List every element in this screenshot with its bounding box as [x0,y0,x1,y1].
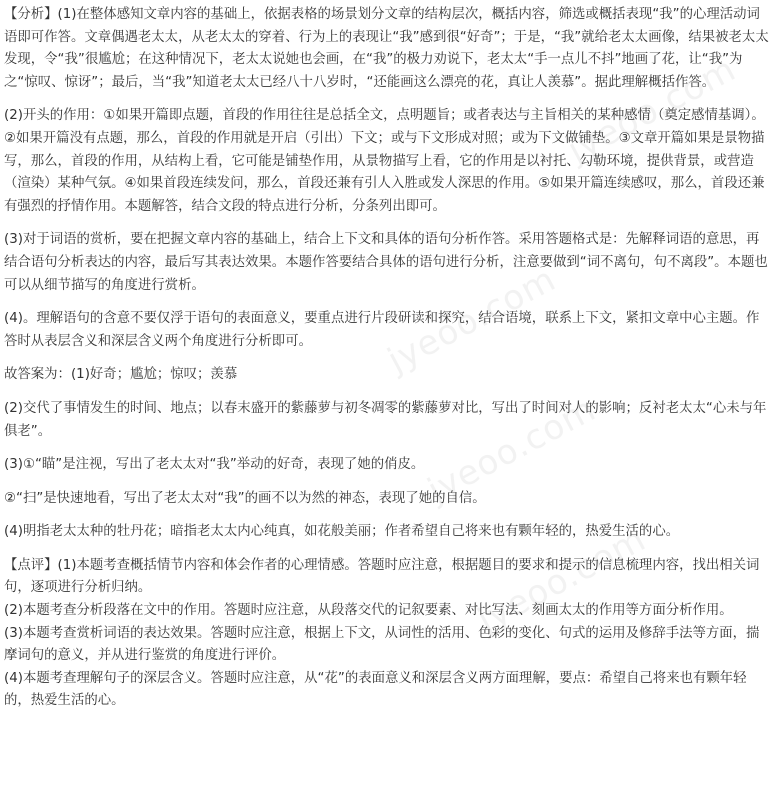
analysis-paragraph-1: 【分析】(1)在整体感知文章内容的基础上，依据表格的场景划分文章的结构层次，概括内容，筛选或概括表现“我”的心理活动词语即可作答。文章偶遇老太太，从老太太的穿着、行为上的表现让“我”感到很“好奇”；于是，“我”就给老太太画像，结果被老太太发现，令“我”很尴尬；在这种情况下，老太太说她也会画，在“我”的极力劝说下，老太太“手一点儿不抖”地画了花，让“我”为之“惊叹、惊讶”；最后，当“我”知道老太太已经八十八岁时，“还能画这么漂亮的花，真让人羡慕”。据此理解概括作答。 [4,7,769,90]
analysis-paragraph-3: (3)对于词语的赏析，要在把握文章内容的基础上，结合上下文和具体的语句分析作答。采用答题格式是：先解释词语的意思，再结合语句分析表达的内容，最后写其表达效果。本题作答要结合具体的语句进行分析，注意要做到“词不离句，句不离段”。本题也可以从细节描写的角度进行赏析。 [4,232,768,293]
watermark: jyeoo.com [561,49,743,171]
watermark: jyeoo.com [381,259,563,381]
comments-section [4,555,772,713]
answers-section [4,364,772,544]
answer-4: (4)明指老太太种的牡丹花；暗指老太太内心纯真，如花般美丽；作者希望自己将来也有颗年轻的，热爱生活的心。 [4,524,680,540]
analysis-section [4,4,772,353]
answer-2: (2)交代了事情发生的时间、地点；以春末盛开的紫藤萝与初冬凋零的紫藤萝对比，写出了时间对人的影响；反衬老太太“心未与年俱老”。 [4,400,767,439]
comment-3: (3)本题考查赏析词语的表达效果。答题时应注意，根据上下文，从词性的活用、色彩的变化、句式的运用及修辞手法等方面，揣摩词句的意义，并从进行鉴赏的角度进行评价。 [4,625,760,664]
answer-1: 故答案为：(1)好奇；尴尬；惊叹；羡慕 [4,367,238,383]
answer-3b: ②“扫”是快速地看，写出了老太太对“我”的画不以为然的神态，表现了她的自信。 [4,490,486,506]
comment-1: 【点评】(1)本题考查概括情节内容和体会作者的心理情感。答题时应注意，根据题目的要求和提示的信息梳理内容，找出相关词句，逐项进行分析归纳。 [4,557,760,596]
watermark: jyeoo.com [421,389,603,511]
watermark: jyeoo.com [471,519,653,641]
answer-3a: (3)①“瞄”是注视，写出了老太太对“我”举动的好奇，表现了她的俏皮。 [4,457,425,473]
analysis-paragraph-2: (2)开头的作用：①如果开篇即点题，首段的作用往往是总括全文，点明题旨；或者表达与主旨相关的某种感情（奠定感情基调）。②如果开篇没有点题，那么，首段的作用就是开启（引出）下文；或与下文形成对照；或为下文做铺垫。③文章开篇如果是景物描写，那么，首段的作用，从结构上看，它可能是铺垫作用，从景物描写上看，它的作用是以衬托、勾勒环境，提供背景，或营造（渲染）某种气氛。④如果首段连续发问，那么，首段还兼有引人入胜或发人深思的作用。⑤如果开篇连续感叹，那么，首段还兼有强烈的抒情作用。本题解答，结合文段的特点进行分析，分条列出即可。 [4,108,765,214]
analysis-paragraph-4: (4)。理解语句的含意不要仅浮于语句的表面意义，要重点进行片段研读和探究，结合语境，联系上下文，紧扣文章中心主题。作答时从表层含义和深层含义两个角度进行分析即可。 [4,311,760,349]
comment-4: (4)本题考查理解句子的深层含义。答题时应注意，从“花”的表面意义和深层含义两方面理解，要点：希望自己将来也有颗年轻的，热爱生活的心。 [4,670,747,709]
comment-2: (2)本题考查分析段落在文中的作用。答题时应注意，从段落交代的记叙要素、对比写法、刻画太太的作用等方面分析作用。 [4,603,733,619]
